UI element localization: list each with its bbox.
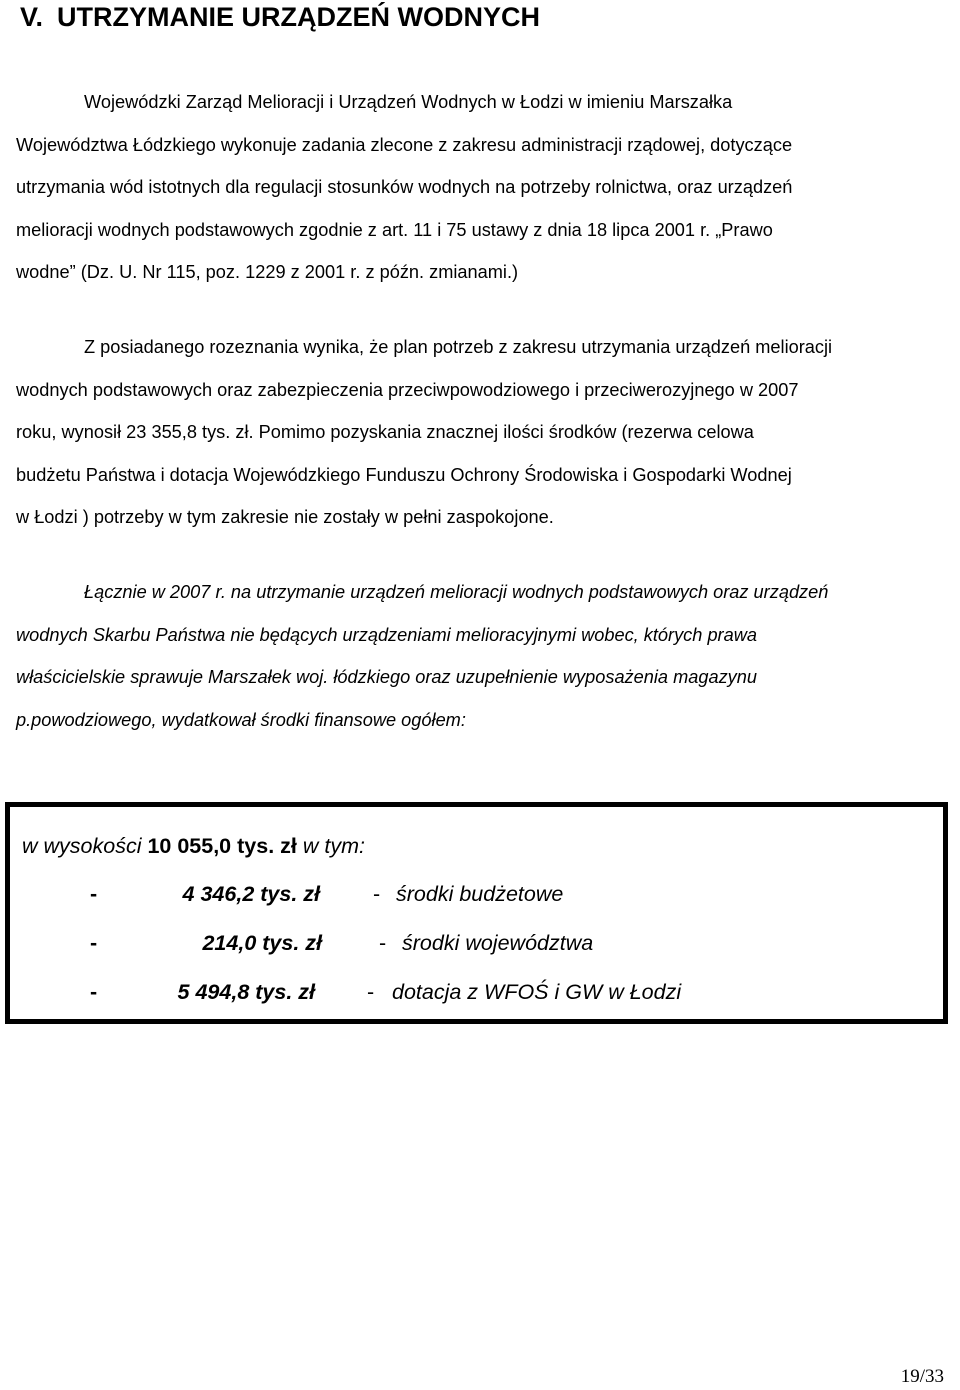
funding-row-voivodeship bbox=[90, 931, 940, 961]
funding-total-prefix: w wysokości bbox=[22, 834, 142, 858]
funding-total-amount: 10 055,0 tys. zł bbox=[147, 834, 297, 858]
section-heading bbox=[20, 0, 540, 34]
paragraph-line: Wojewódzki Zarząd Melioracji i Urządzeń Wodnych w Łodzi w imieniu Marszałka bbox=[84, 92, 733, 112]
paragraph-total-spending bbox=[16, 571, 944, 741]
row-separator: - bbox=[373, 882, 381, 906]
section-number: V. bbox=[20, 2, 44, 32]
row-amount: 5 494,8 tys. zł bbox=[177, 980, 315, 1004]
paragraph-line: utrzymania wód istotnych dla regulacji stosunków wodnych na potrzeby rolnictwa, oraz urządzeń bbox=[16, 177, 793, 197]
paragraph-line: p.powodziowego, wydatkował środki finansowe ogółem: bbox=[16, 709, 466, 730]
funding-summary-box bbox=[5, 802, 948, 1024]
row-description: środki województwa bbox=[402, 931, 594, 955]
row-dash: - bbox=[90, 882, 98, 906]
funding-total bbox=[22, 834, 365, 859]
row-description: środki budżetowe bbox=[396, 882, 564, 906]
section-title: UTRZYMANIE URZĄDZEŃ WODNYCH bbox=[57, 2, 541, 32]
paragraph-line: w Łodzi ) potrzeby w tym zakresie nie zostały w pełni zaspokojone. bbox=[16, 507, 554, 527]
paragraph-line: wodnych podstawowych oraz zabezpieczenia przeciwpowodziowego i przeciwerozyjnego w 2007 bbox=[16, 379, 799, 400]
row-dash: - bbox=[90, 931, 98, 955]
row-separator: - bbox=[367, 980, 375, 1004]
paragraph-line: melioracji wodnych podstawowych zgodnie z art. 11 i 75 ustawy z dnia 18 lipca 2001 r. „Prawo bbox=[16, 219, 773, 240]
row-amount: 214,0 tys. zł bbox=[202, 931, 322, 955]
paragraph-line: właścicielskie sprawuje Marszałek woj. łódzkiego oraz uzupełnienie wyposażenia magazynu bbox=[16, 667, 757, 687]
row-description: dotacja z WFOŚ i GW w Łodzi bbox=[392, 980, 682, 1004]
row-amount: 4 346,2 tys. zł bbox=[182, 882, 320, 906]
paragraph-line: budżetu Państwa i dotacja Wojewódzkiego Funduszu Ochrony Środowiska i Gospodarki Wodnej bbox=[16, 464, 792, 485]
paragraph-line: Łącznie w 2007 r. na utrzymanie urządzeń melioracji wodnych podstawowych oraz urządzeń bbox=[84, 582, 829, 602]
page-number: 19/33 bbox=[900, 1366, 944, 1387]
paragraph-line: wodne” (Dz. U. Nr 115, poz. 1229 z 2001 r. z późn. zmianami.) bbox=[16, 262, 519, 282]
paragraph-line: roku, wynosił 23 355,8 tys. zł. Pomimo pozyskania znacznej ilości środków (rezerwa celowa bbox=[16, 422, 754, 442]
paragraph-needs bbox=[16, 326, 944, 539]
paragraph-line: wodnych Skarbu Państwa nie będących urządzeniami melioracyjnymi wobec, których prawa bbox=[16, 624, 757, 645]
funding-total-suffix: w tym: bbox=[302, 834, 365, 858]
paragraph-intro bbox=[16, 81, 944, 294]
funding-row-wfos bbox=[90, 980, 940, 1010]
row-dash: - bbox=[90, 980, 98, 1004]
paragraph-line: Województwa Łódzkiego wykonuje zadania zlecone z zakresu administracji rządowej, dotyczące bbox=[16, 134, 793, 155]
paragraph-line: Z posiadanego rozeznania wynika, że plan potrzeb z zakresu utrzymania urządzeń melioracji bbox=[84, 337, 833, 357]
row-separator: - bbox=[379, 931, 387, 955]
funding-row-budget bbox=[90, 882, 940, 912]
